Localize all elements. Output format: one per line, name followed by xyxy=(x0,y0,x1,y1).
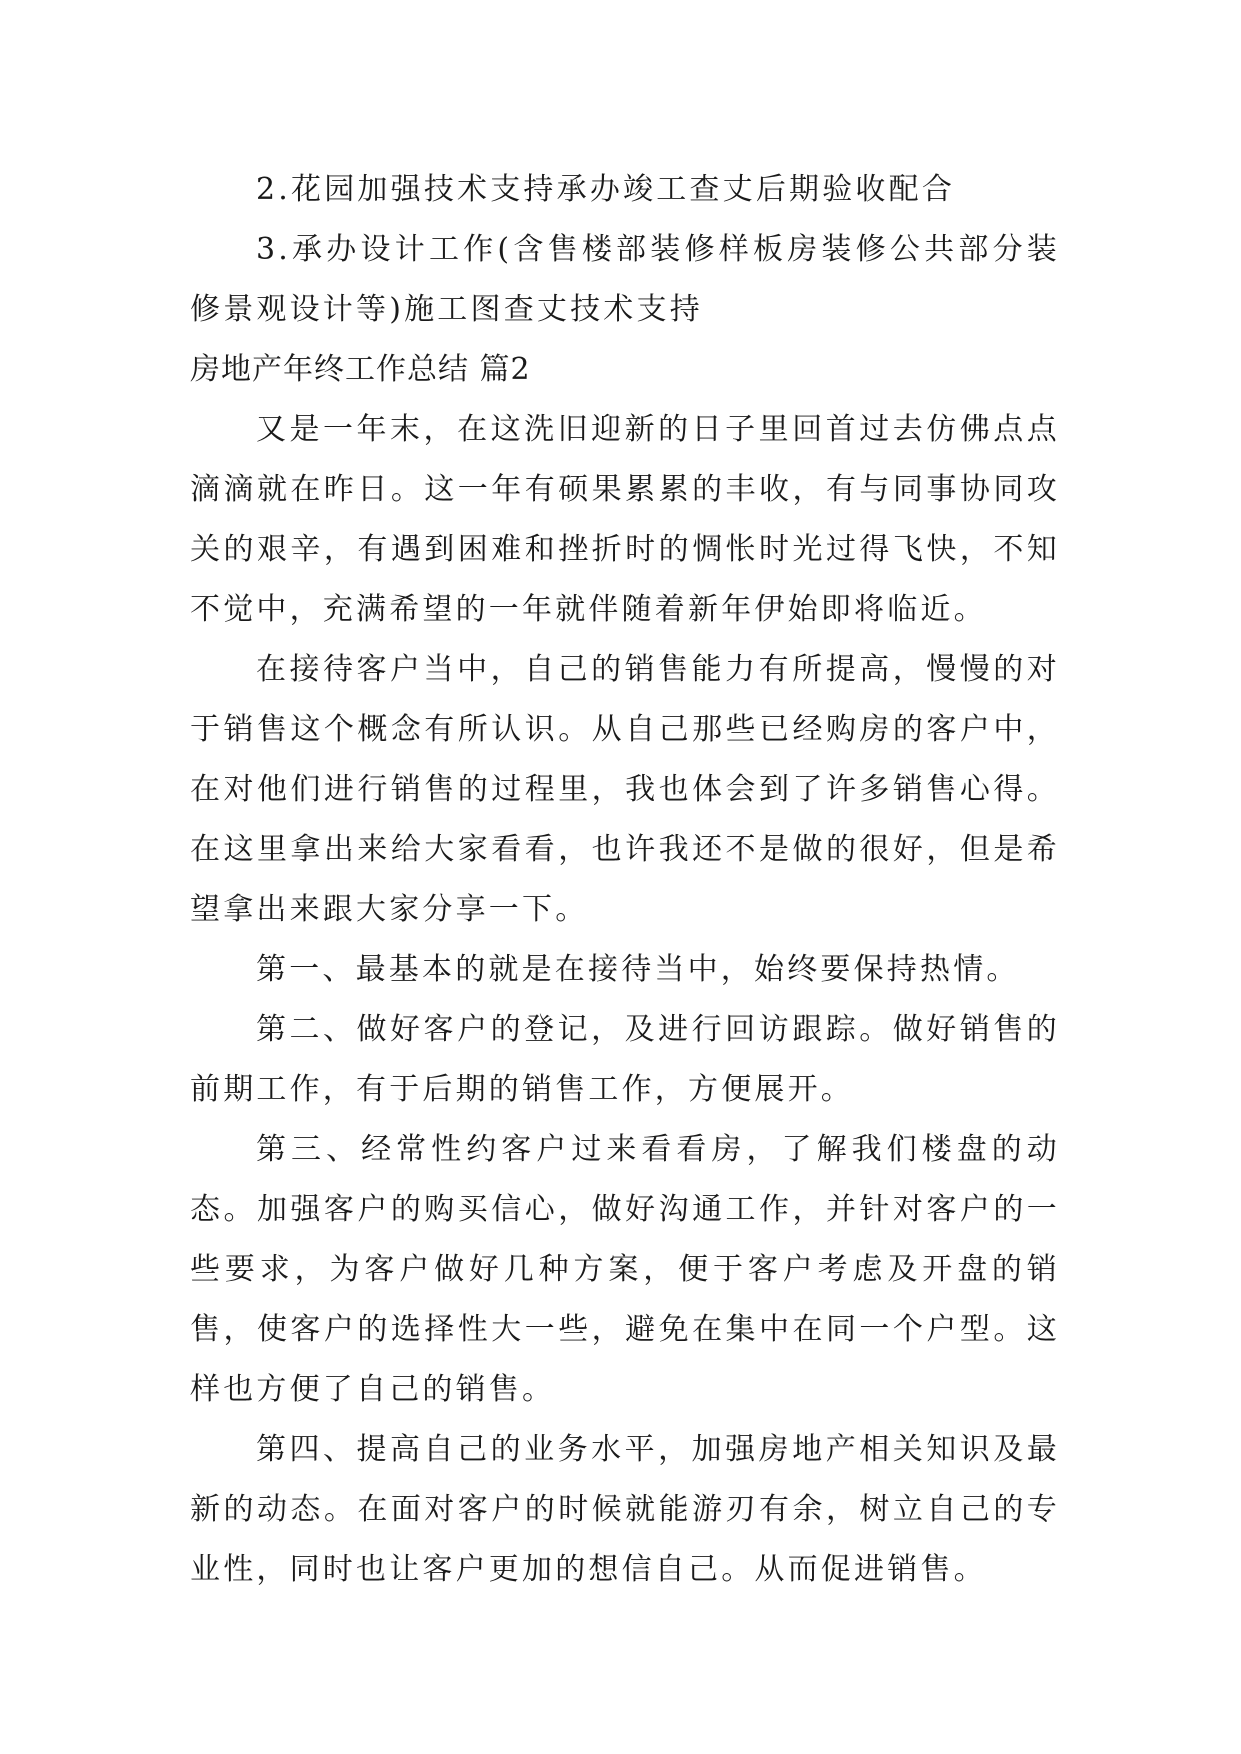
paragraph-point-1: 第一、最基本的就是在接待当中，始终要保持热情。 xyxy=(256,952,1020,987)
paragraph-intro: 又是一年末，在这洗旧迎新的日子里回首过去仿佛点点滴滴就在昨日。这一年有硕果累累的丰收，有与同事协同攻关的艰辛，有遇到困难和挫折时的惆怅时光过得飞快，不知不觉中，充满希望的一年就伴随着新年伊始即将临近。 xyxy=(190,412,1060,627)
paragraph-point-4: 第四、提高自己的业务水平，加强房地产相关知识及最新的动态。在面对客户的时候就能游刃有余，树立自己的专业性，同时也让客户更加的想信自己。从而促进销售。 xyxy=(190,1432,1060,1587)
paragraph-reception: 在接待客户当中，自己的销售能力有所提高，慢慢的对于销售这个概念有所认识。从自己那些已经购房的客户中，在对他们进行销售的过程里，我也体会到了许多销售心得。在这里拿出来给大家看看，也许我还不是做的很好，但是希望拿出来跟大家分享一下。 xyxy=(190,652,1060,927)
document-body xyxy=(190,160,1060,1600)
list-item-2: 2.花园加强技术支持承办竣工查丈后期验收配合 xyxy=(256,172,956,207)
section-title: 房地产年终工作总结 篇2 xyxy=(190,352,531,387)
paragraph-point-2: 第二、做好客户的登记，及进行回访跟踪。做好销售的前期工作，有于后期的销售工作，方便展开。 xyxy=(190,1012,1060,1107)
list-item-3 xyxy=(190,220,1060,340)
list-item-3-line-1: 3.承办设计工作(含售楼部装修样板房装修公共部分装 xyxy=(256,232,1060,267)
list-item-3-line-2: 修景观设计等)施工图查丈技术支持 xyxy=(190,292,703,327)
paragraph-point-3: 第三、经常性约客户过来看看房，了解我们楼盘的动态。加强客户的购买信心，做好沟通工作，并针对客户的一些要求，为客户做好几种方案，便于客户考虑及开盘的销售，使客户的选择性大一些，避免在集中在同一个户型。这样也方便了自己的销售。 xyxy=(190,1132,1060,1407)
